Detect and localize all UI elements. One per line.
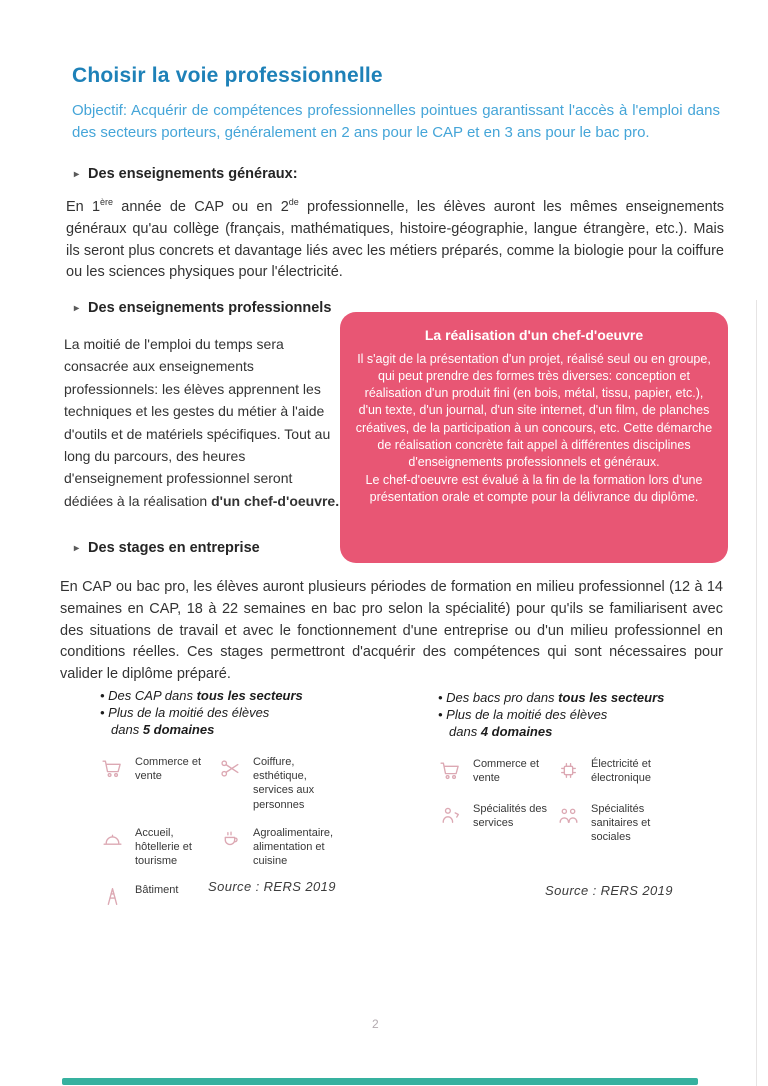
sector-label: Électricité et électronique [591, 757, 651, 784]
bullet-text: • Des CAP dans [100, 688, 197, 703]
paragraph-enseignements-professionnels [64, 333, 342, 512]
arrow-bullet-icon: ▸ [74, 169, 80, 180]
heading-enseignements-generaux [74, 166, 298, 182]
shopping-cart-icon [100, 756, 126, 786]
bacpro-bullet-1 [438, 690, 728, 707]
bullet-text-bold: 4 domaines [480, 723, 553, 739]
microchip-icon [556, 758, 582, 788]
bullet-text-bold: 5 domaines [142, 721, 215, 737]
bullet-text: • Des bacs pro dans [438, 690, 559, 705]
scan-edge-line [756, 300, 757, 1086]
sector-label: Agroalimentaire, alimentation et cuisine [253, 826, 334, 868]
sector-item [100, 826, 218, 869]
ladder-icon [100, 884, 126, 914]
heading-enseignements-professionnels [74, 300, 331, 316]
footer-accent-bar [62, 1078, 698, 1085]
arrow-bullet-icon: ▸ [74, 543, 80, 554]
body-text: En 1 [66, 199, 101, 215]
sector-item [438, 757, 556, 788]
heading-text: Des enseignements professionnels [88, 300, 332, 316]
bullet-text-bold: tous les secteurs [196, 688, 303, 703]
page-number: 2 [372, 1017, 379, 1031]
bacpro-sectors-panel [438, 690, 728, 845]
sector-label: Spécialités des services [473, 802, 547, 829]
page-title: Choisir la voie professionnelle [72, 64, 383, 87]
bullet-text: • Plus de la moitié des élèves [100, 704, 270, 720]
sector-item [218, 826, 368, 869]
body-text: professionnelle, les élèves auront les mêmes enseignements généraux qu'au collège (français, mathématiques, histoire-géographie, langue étrangère, etc.). Mais ils seront plus concrets et davantage liés avec les métiers préparés, comme la biologie pour la coiffure ou les sciences physiques pour l'électricité. [66, 199, 724, 281]
bullet-text: • Plus de la moitié des élèves [438, 706, 608, 722]
bacpro-bullet-2-line-2 [438, 724, 728, 741]
sector-label: Spécialités sanitaires et sociales [591, 802, 651, 844]
sector-label: Bâtiment [135, 883, 179, 896]
sector-item [438, 802, 556, 845]
sector-item [556, 757, 706, 788]
bullet-text-bold: tous les secteurs [558, 690, 665, 705]
sector-label: Coiffure, esthétique, services aux personnes [253, 755, 315, 811]
sector-item [100, 755, 218, 812]
cap-bullet-2 [100, 705, 390, 722]
cap-bullet-2-line-2 [100, 722, 390, 739]
sector-item [100, 883, 218, 914]
superscript: ère [100, 197, 114, 208]
source-caption-right: Source : RERS 2019 [545, 883, 673, 898]
arrow-bullet-icon: ▸ [74, 303, 80, 314]
bacpro-bullet-2 [438, 707, 728, 724]
callout-body: Il s'agit de la présentation d'un projet, réalisé seul ou en groupe, qui peut prendre des formes très diverses: conception et réalisation d'un produit fini (en bois, métal, tissu, papier, etc.), d'un texte, d'un journal, d'un site internet, d'un film, de planches créatives, de la participation à un concours, etc. Cette démarche de réalisation concrète fait appel à différentes disciplines d'enseignements professionnels et généraux. [355, 352, 713, 469]
heading-stages-entreprise [74, 540, 260, 556]
hand-tray-icon [100, 827, 126, 857]
callout-title: La réalisation d'un chef-d'oeuvre [424, 327, 644, 343]
sector-label: Commerce et vente [473, 757, 540, 784]
body-text-bold: d'un chef-d'oeuvre. [211, 492, 340, 509]
body-text: année de CAP ou en 2 [113, 199, 289, 215]
heading-text: Des stages en entreprise [88, 540, 260, 556]
person-service-icon [438, 803, 464, 833]
chef-doeuvre-callout-box [340, 312, 728, 563]
shopping-cart-icon [438, 758, 464, 788]
sector-label: Commerce et vente [135, 755, 202, 782]
bullet-text: dans [111, 721, 143, 737]
body-text: La moitié de l'emploi du temps sera consacrée aux enseignements professionnels: les élèves apprennent les techniques et les gestes du métier à l'aide d'outils et de matériels spécifiques. Tout au long du parcours, des heures d'enseignement professionnel seront dédiées à la réalisation [64, 336, 331, 509]
scissors-icon [218, 756, 244, 786]
sector-item [556, 802, 706, 845]
objective-text: Objectif: Acquérir de compétences professionnelles pointues garantissant l'accès à l'emploi dans des secteurs porteurs, généralement en 2 ans pour le CAP et en 3 ans pour le bac pro. [72, 102, 720, 141]
callout-body-2: Le chef-d'oeuvre est évalué à la fin de la formation lors d'une présentation orale et compte pour la délivrance du diplôme. [365, 472, 703, 504]
bacpro-sector-grid [438, 757, 728, 845]
bullet-text: dans [449, 723, 481, 739]
people-icon [556, 803, 582, 833]
paragraph-stages-entreprise: En CAP ou bac pro, les élèves auront plusieurs périodes de formation en milieu professionnel (12 à 14 semaines en CAP, 18 à 22 semaines en bac pro selon la spécialité) pour qu'ils se familiarisent avec des situations de travail et avec le fonctionnement d'une entreprise ou d'un milieu professionnel en conditions réelles. Ces stages permettront d'acquérir des compétences qui sont nécessaires pour valider le diplôme préparé. [60, 579, 723, 682]
paragraph-enseignements-generaux [66, 197, 724, 284]
cap-bullet-1 [100, 688, 390, 705]
food-drink-icon [218, 827, 244, 857]
sector-label: Accueil, hôtellerie et tourisme [135, 826, 192, 868]
source-caption-left: Source : RERS 2019 [208, 879, 336, 894]
superscript: de [288, 197, 299, 208]
heading-text: Des enseignements généraux: [88, 166, 298, 182]
sector-item [218, 755, 368, 812]
